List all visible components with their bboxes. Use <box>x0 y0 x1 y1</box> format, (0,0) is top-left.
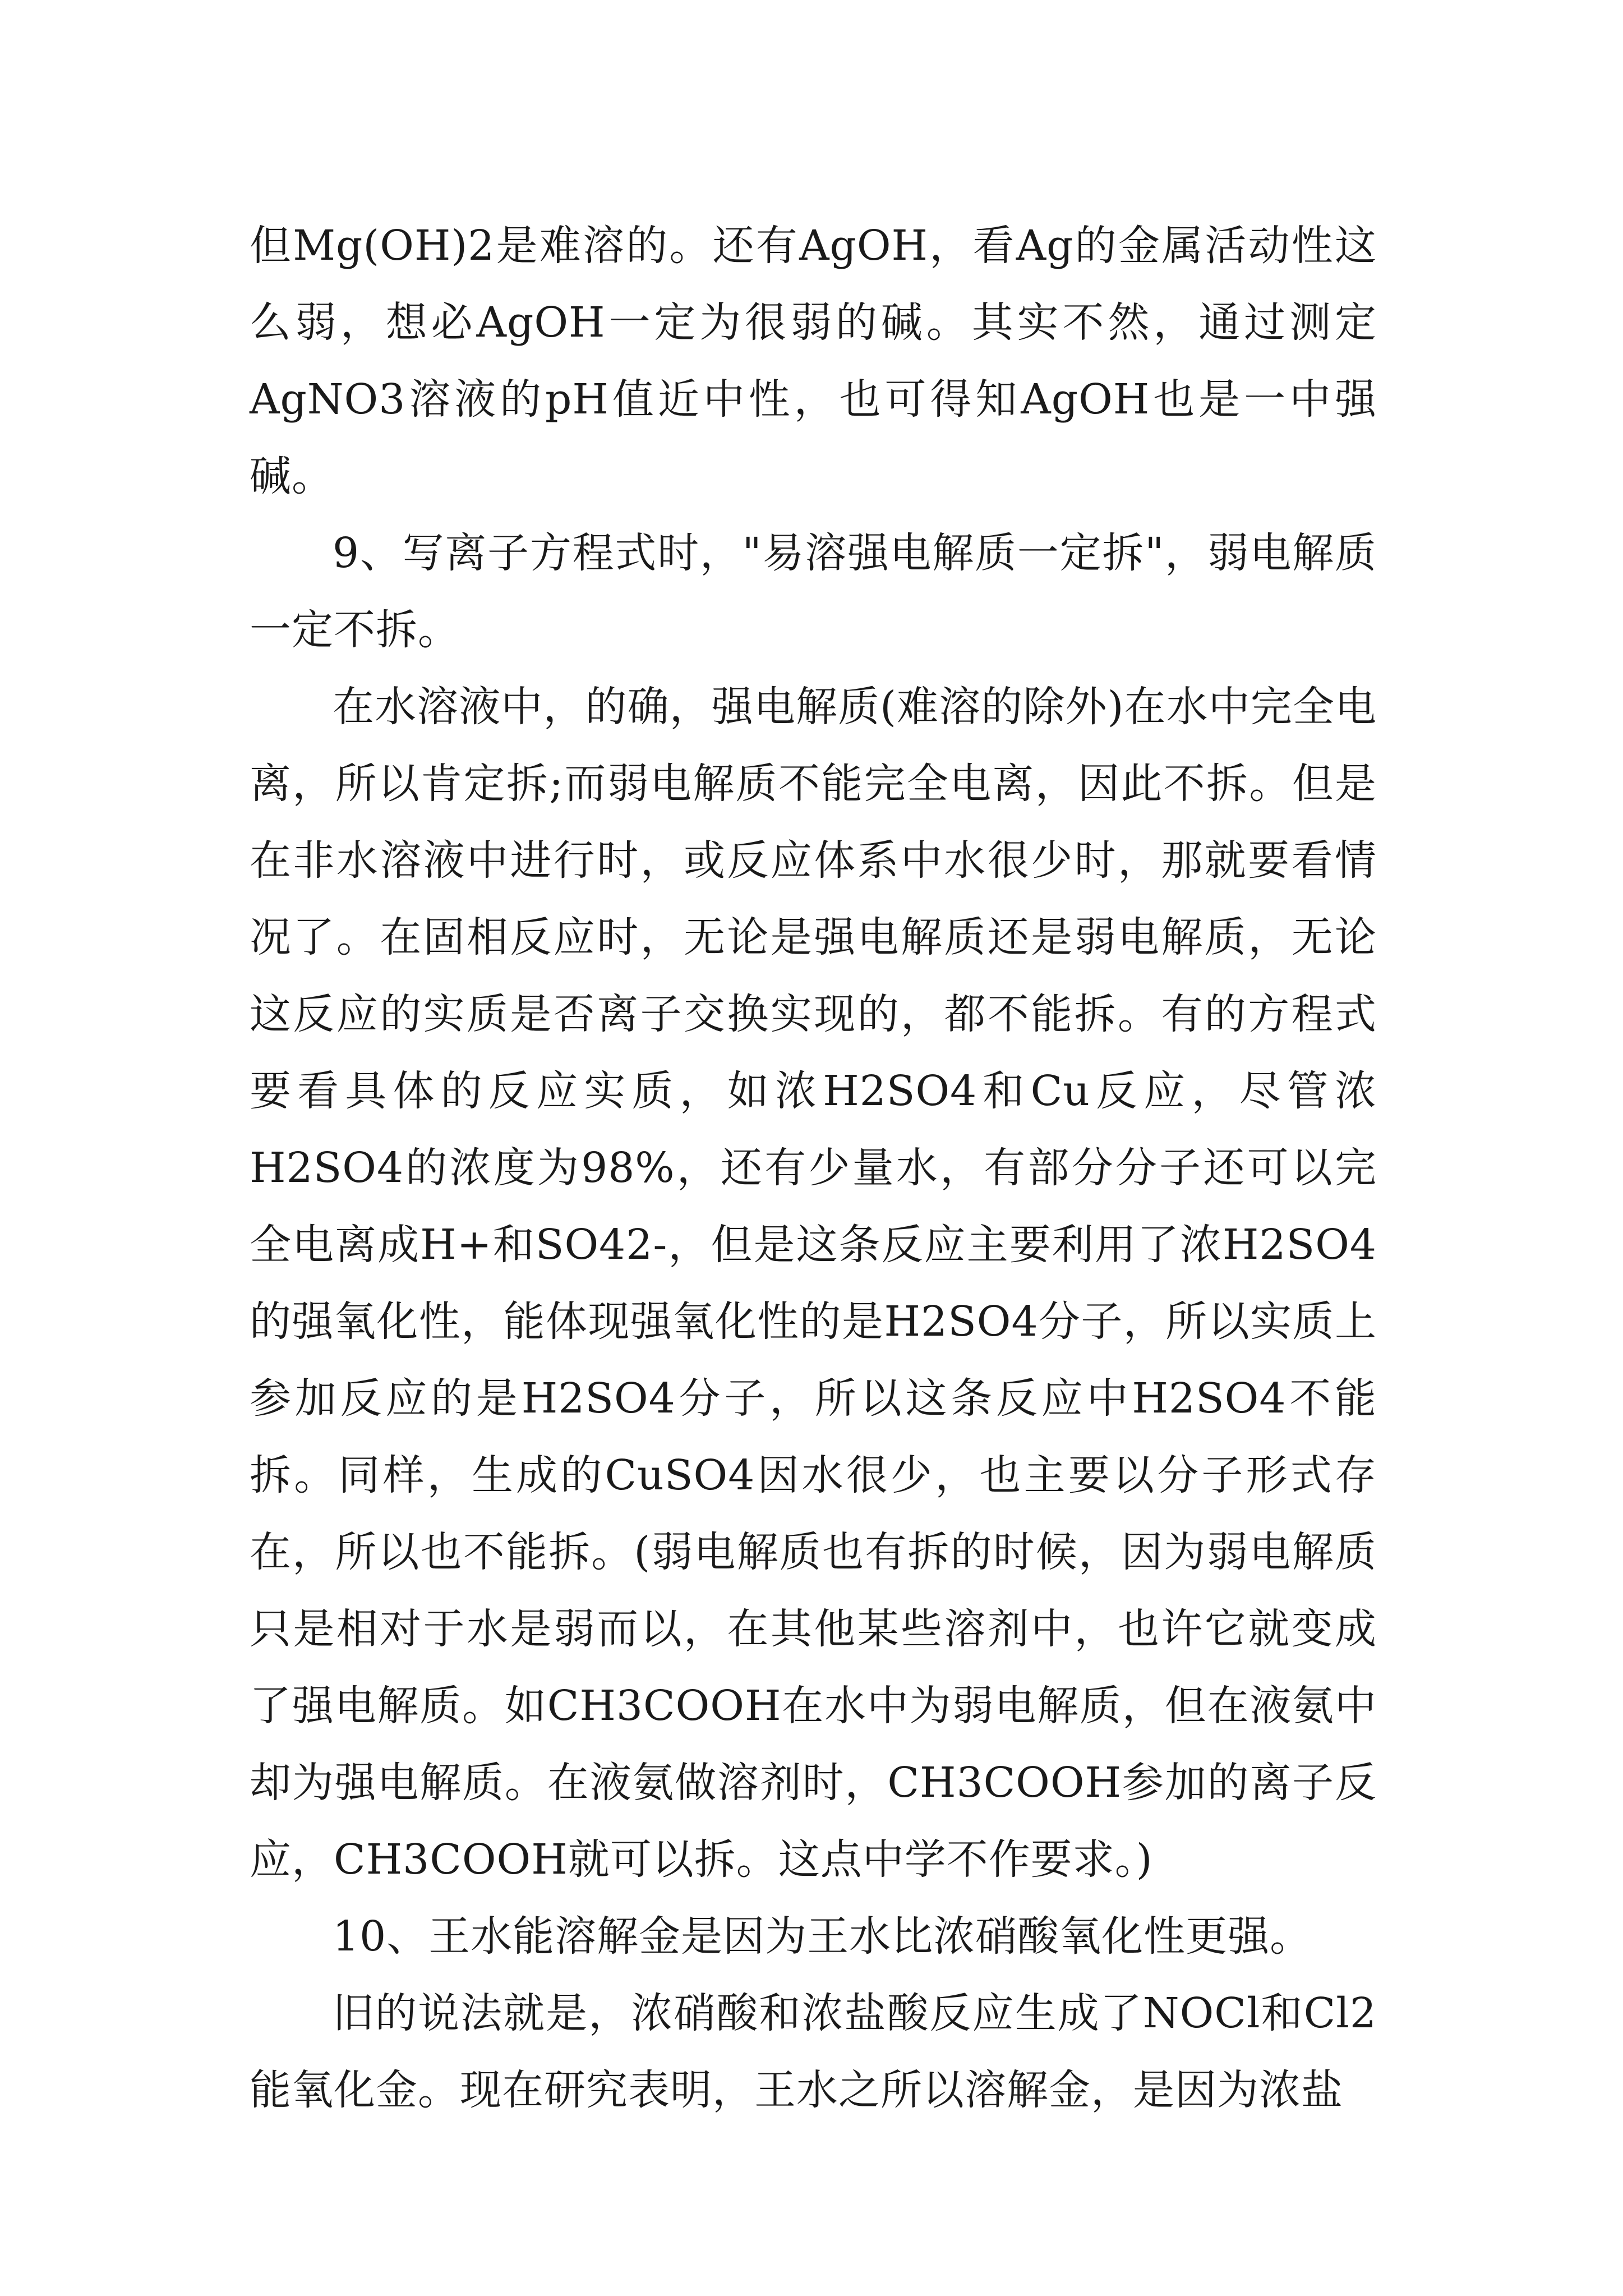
paragraph-point-10-heading: 10、王水能溶解金是因为王水比浓硝酸氧化性更强。 <box>333 1912 1312 1961</box>
paragraph-point-10-body: 旧的说法就是，浓硝酸和浓盐酸反应生成了NOCl和Cl2能氧化金。现在研究表明，王水之所以溶解金，是因为浓盐 <box>250 1989 1377 2114</box>
paragraph-agoh: 但Mg(OH)2是难溶的。还有AgOH，看Ag的金属活动性这么弱，想必AgOH一定为很弱的碱。其实不然，通过测定AgNO3溶液的pH值近中性，也可得知AgOH也是一中强碱。 <box>250 222 1377 500</box>
paragraph-point-9-heading: 9、写离子方程式时，"易溶强电解质一定拆"，弱电解质一定不拆。 <box>250 529 1377 654</box>
paragraph-point-9-body: 在水溶液中，的确，强电解质(难溶的除外)在水中完全电离，所以肯定拆;而弱电解质不能完全电离，因此不拆。但是在非水溶液中进行时，或反应体系中水很少时，那就要看情况了。在固相反应时，无论是强电解质还是弱电解质，无论这反应的实质是否离子交换实现的，都不能拆。有的方程式要看具体的反应实质，如浓H2SO4和Cu反应，尽管浓H2SO4的浓度为98%，还有少量水，有部分分子还可以完全电离成H+和SO42-，但是这条反应主要利用了浓H2SO4的强氧化性，能体现强氧化性的是H2SO4分子，所以实质上参加反应的是H2SO4分子，所以这条反应中H2SO4不能拆。同样，生成的CuSO4因水很少，也主要以分子形式存在，所以也不能拆。(弱电解质也有拆的时候，因为弱电解质只是相对于水是弱而以，在其他某些溶剂中，也许它就变成了强电解质。如CH3COOH在水中为弱电解质，但在液氨中却为强电解质。在液氨做溶剂时，CH3COOH参加的离子反应，CH3COOH就可以拆。这点中学不作要求。) <box>250 683 1377 1884</box>
document-body <box>250 208 1377 2129</box>
